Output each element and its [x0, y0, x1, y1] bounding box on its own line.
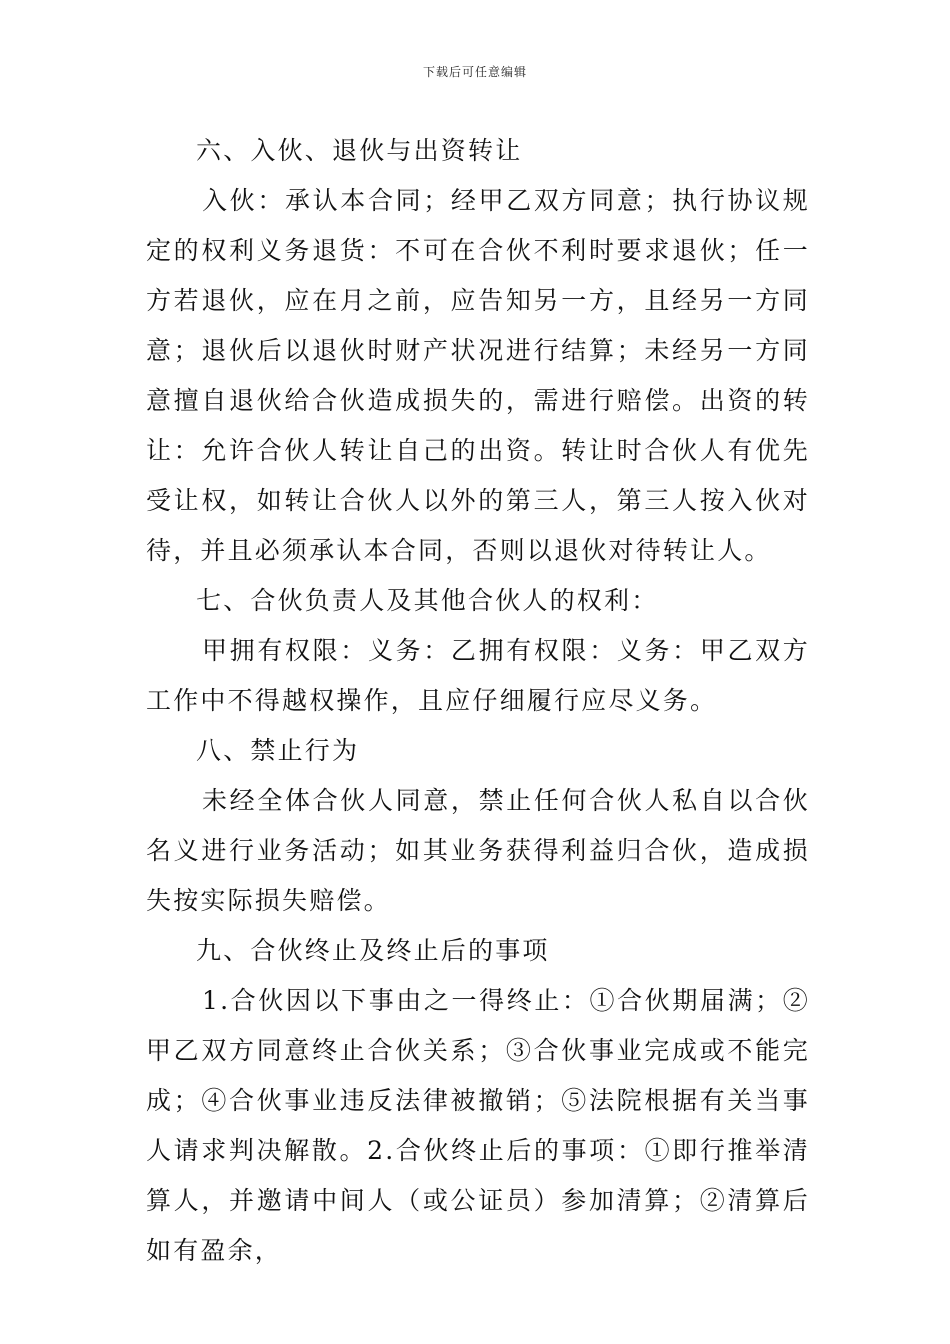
page-header: 下载后可任意编辑 [422, 65, 527, 79]
section-8-paragraph: 未经全体合伙人同意，禁止任何合伙人私自以合伙名义进行业务活动；如其业务获得利益归合伙，造成损失按实际损失赔偿。 [146, 786, 810, 915]
document-body [146, 126, 810, 1276]
section-heading-6: 六、入伙、退伙与出资转让 [196, 136, 523, 165]
section-7-paragraph: 甲拥有权限：义务：乙拥有权限：义务：甲乙双方工作中不得越权操作，且应仔细履行应尽义务。 [146, 636, 810, 715]
section-heading-8: 八、禁止行为 [196, 736, 360, 765]
section-heading-7: 七、合伙负责人及其他合伙人的权利： [196, 586, 659, 615]
section-6-paragraph: 入伙：承认本合同；经甲乙双方同意；执行协议规定的权利义务退货：不可在合伙不利时要求退伙；任一方若退伙，应在月之前，应告知另一方，且经另一方同意；退伙后以退伙时财产状况进行结算；未经另一方同意擅自退伙给合伙造成损失的，需进行赔偿。出资的转让：允许合伙人转让自己的出资。转让时合伙人有优先受让权，如转让合伙人以外的第三人，第三人按入伙对待，并且必须承认本合同，否则以退伙对待转让人。 [146, 186, 810, 565]
section-heading-9: 九、合伙终止及终止后的事项 [196, 936, 550, 965]
section-9-paragraph: 1.合伙因以下事由之一得终止：①合伙期届满；②甲乙双方同意终止合伙关系；③合伙事业完成或不能完成；④合伙事业违反法律被撤销；⑤法院根据有关当事人请求判决解散。2.合伙终止后的事项：①即行推举清算人，并邀请中间人（或公证员）参加清算；②清算后如有盈余， [146, 986, 810, 1265]
